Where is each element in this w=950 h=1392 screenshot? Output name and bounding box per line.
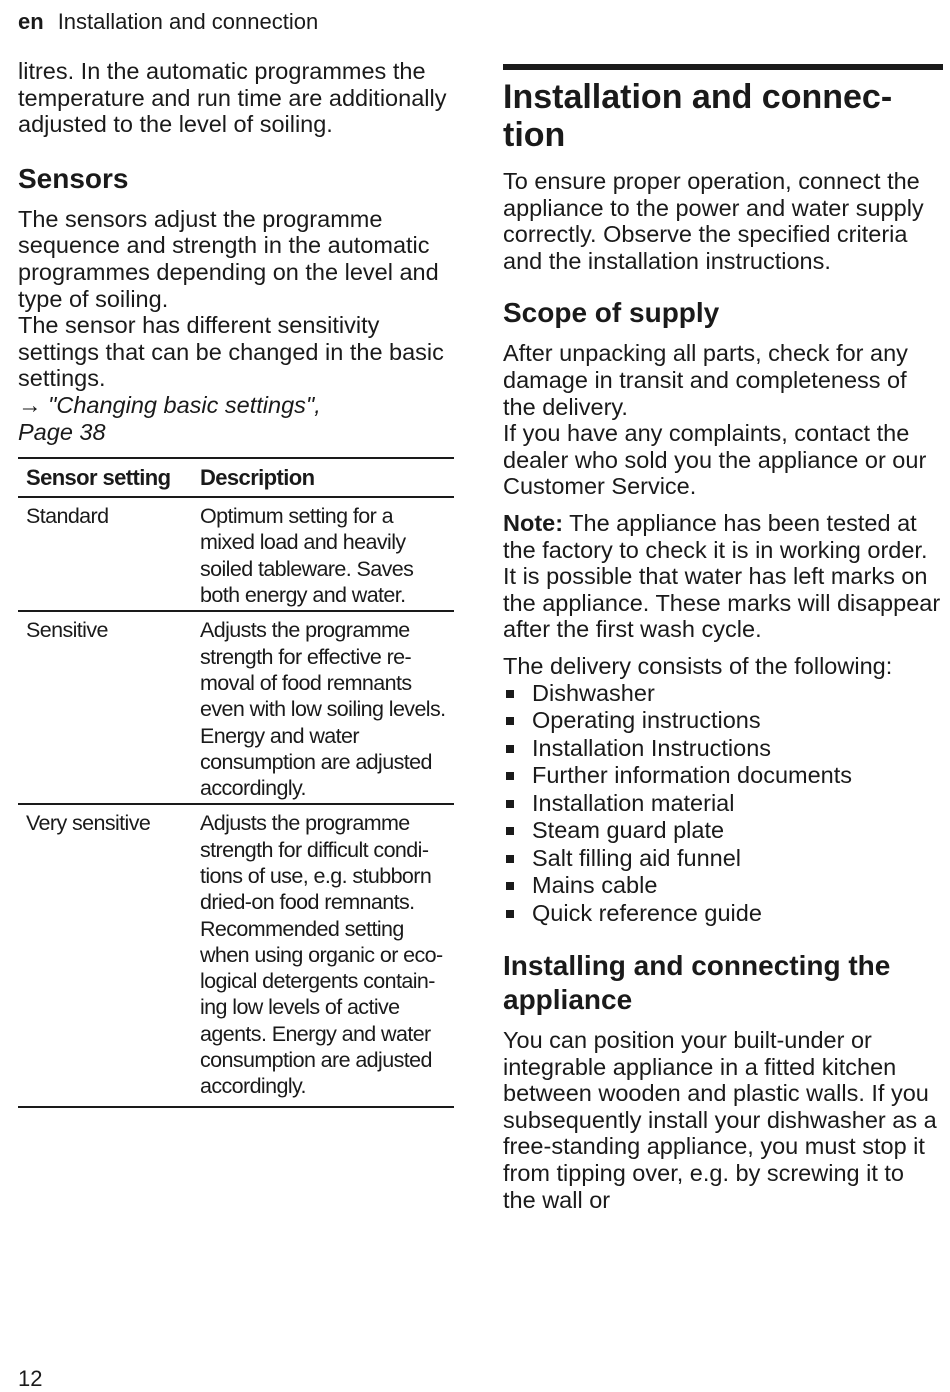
- list-item: [503, 845, 943, 873]
- list-item-text: Dishwasher: [532, 679, 655, 706]
- scope-paragraph-1: After unpacking all parts, check for any damage in transit and completeness of the delivery.: [503, 340, 908, 420]
- installation-intro: To ensure proper operation, connect the appliance to the power and water supply correctly. Observe the specified criteria and the installation instructions.: [503, 168, 924, 274]
- square-bullet-icon: [506, 717, 514, 725]
- page-header: [18, 8, 318, 36]
- square-bullet-icon: [506, 772, 514, 780]
- arrow-right-icon: →: [18, 391, 42, 418]
- description-cell: Optimum setting for a mixed load and heavily soiled tableware. Saves both energy and water.: [192, 497, 454, 611]
- reference-text: "Changing basic settings",: [48, 391, 321, 418]
- list-item: [503, 762, 943, 790]
- list-item: [503, 900, 943, 928]
- delivery-intro: The delivery consists of the following:: [503, 652, 893, 679]
- square-bullet-icon: [506, 690, 514, 698]
- list-item: [503, 817, 943, 845]
- list-item-text: Mains cable: [532, 872, 658, 898]
- column-header-description: Description: [192, 458, 454, 497]
- installing-paragraph: You can position your built-under or integrable appliance in a fitted kitchen between wooden and plastic walls. If you subsequently install your dishwasher as a free-standing appliance, you must stop it from tipping over, e.g. by screwing it to the wall or: [503, 1027, 937, 1213]
- table-header-row: [18, 458, 454, 497]
- list-item-text: Salt filling aid funnel: [532, 844, 742, 871]
- scope-of-supply-heading: Scope of supply: [503, 297, 720, 329]
- sensor-setting-cell: Standard: [18, 497, 192, 611]
- section-title: Installation and connection: [57, 9, 319, 34]
- reference-page: Page 38: [18, 418, 106, 445]
- square-bullet-icon: [506, 910, 514, 918]
- table-row: [18, 611, 454, 804]
- square-bullet-icon: [506, 745, 514, 753]
- right-column: [503, 64, 943, 1213]
- table-row: [18, 497, 454, 611]
- intro-paragraph: litres. In the automatic programmes the temperature and run time are additionally adjusted to the level of soiling.: [18, 58, 447, 138]
- page-number: 12: [18, 1366, 43, 1391]
- note-text: The appliance has been tested at the factory to check it is in working order. It is possible that water has left marks on the appliance. These marks will disappear after the first wash cycle.: [503, 509, 941, 643]
- list-item: [503, 872, 943, 900]
- sensor-setting-cell: Very sensitive: [18, 804, 192, 1106]
- delivery-list: [503, 680, 943, 928]
- sensors-paragraph-2: The sensor has different sensitivity settings that can be changed in the basic settings.: [18, 312, 444, 392]
- sensors-heading: Sensors: [18, 162, 129, 194]
- sensors-paragraph-1: The sensors adjust the programme sequence and strength in the automatic programmes depending on the level and type of soiling.: [18, 205, 439, 312]
- list-item-text: Quick reference guide: [532, 899, 762, 926]
- cross-reference[interactable]: [18, 392, 454, 445]
- installation-heading: Installation and connection: [503, 78, 893, 154]
- list-item-text: Installation Instructions: [532, 734, 772, 761]
- left-column: [18, 58, 454, 1108]
- list-item: [503, 680, 943, 708]
- heading-rule: [503, 64, 943, 154]
- list-item-text: Further information documents: [532, 762, 853, 788]
- table-row: [18, 804, 454, 1106]
- column-header-sensor-setting: Sensor setting: [18, 458, 192, 497]
- scope-paragraph-2: If you have any complaints, contact the dealer who sold you the appliance or our Customer Service.: [503, 420, 927, 500]
- list-item: [503, 707, 943, 735]
- note-label: Note:: [503, 509, 564, 536]
- list-item: [503, 790, 943, 818]
- description-cell: Adjusts the programme strength for effective removal of food remnants even with low soiling levels. Energy and water consumption are adjusted accordingly.: [192, 611, 454, 804]
- list-item-text: Steam guard plate: [532, 817, 725, 843]
- sensor-settings-table: [18, 457, 454, 1108]
- language-code: en: [18, 9, 44, 34]
- square-bullet-icon: [506, 827, 514, 835]
- note-paragraph: [503, 510, 943, 643]
- description-cell: Adjusts the programme strength for difficult conditions of use, e.g. stubborn dried-on food remnants. Recommended setting when using organic or ecological detergents containing low levels of active agents. Energy and water consumption are adjusted accordingly.: [192, 804, 454, 1106]
- list-item-text: Operating instructions: [532, 707, 761, 733]
- installing-heading: Installing and connecting the appliance: [503, 950, 891, 1015]
- sensor-setting-cell: Sensitive: [18, 611, 192, 804]
- list-item-text: Installation material: [532, 789, 735, 816]
- square-bullet-icon: [506, 882, 514, 890]
- list-item: [503, 735, 943, 763]
- square-bullet-icon: [506, 800, 514, 808]
- square-bullet-icon: [506, 855, 514, 863]
